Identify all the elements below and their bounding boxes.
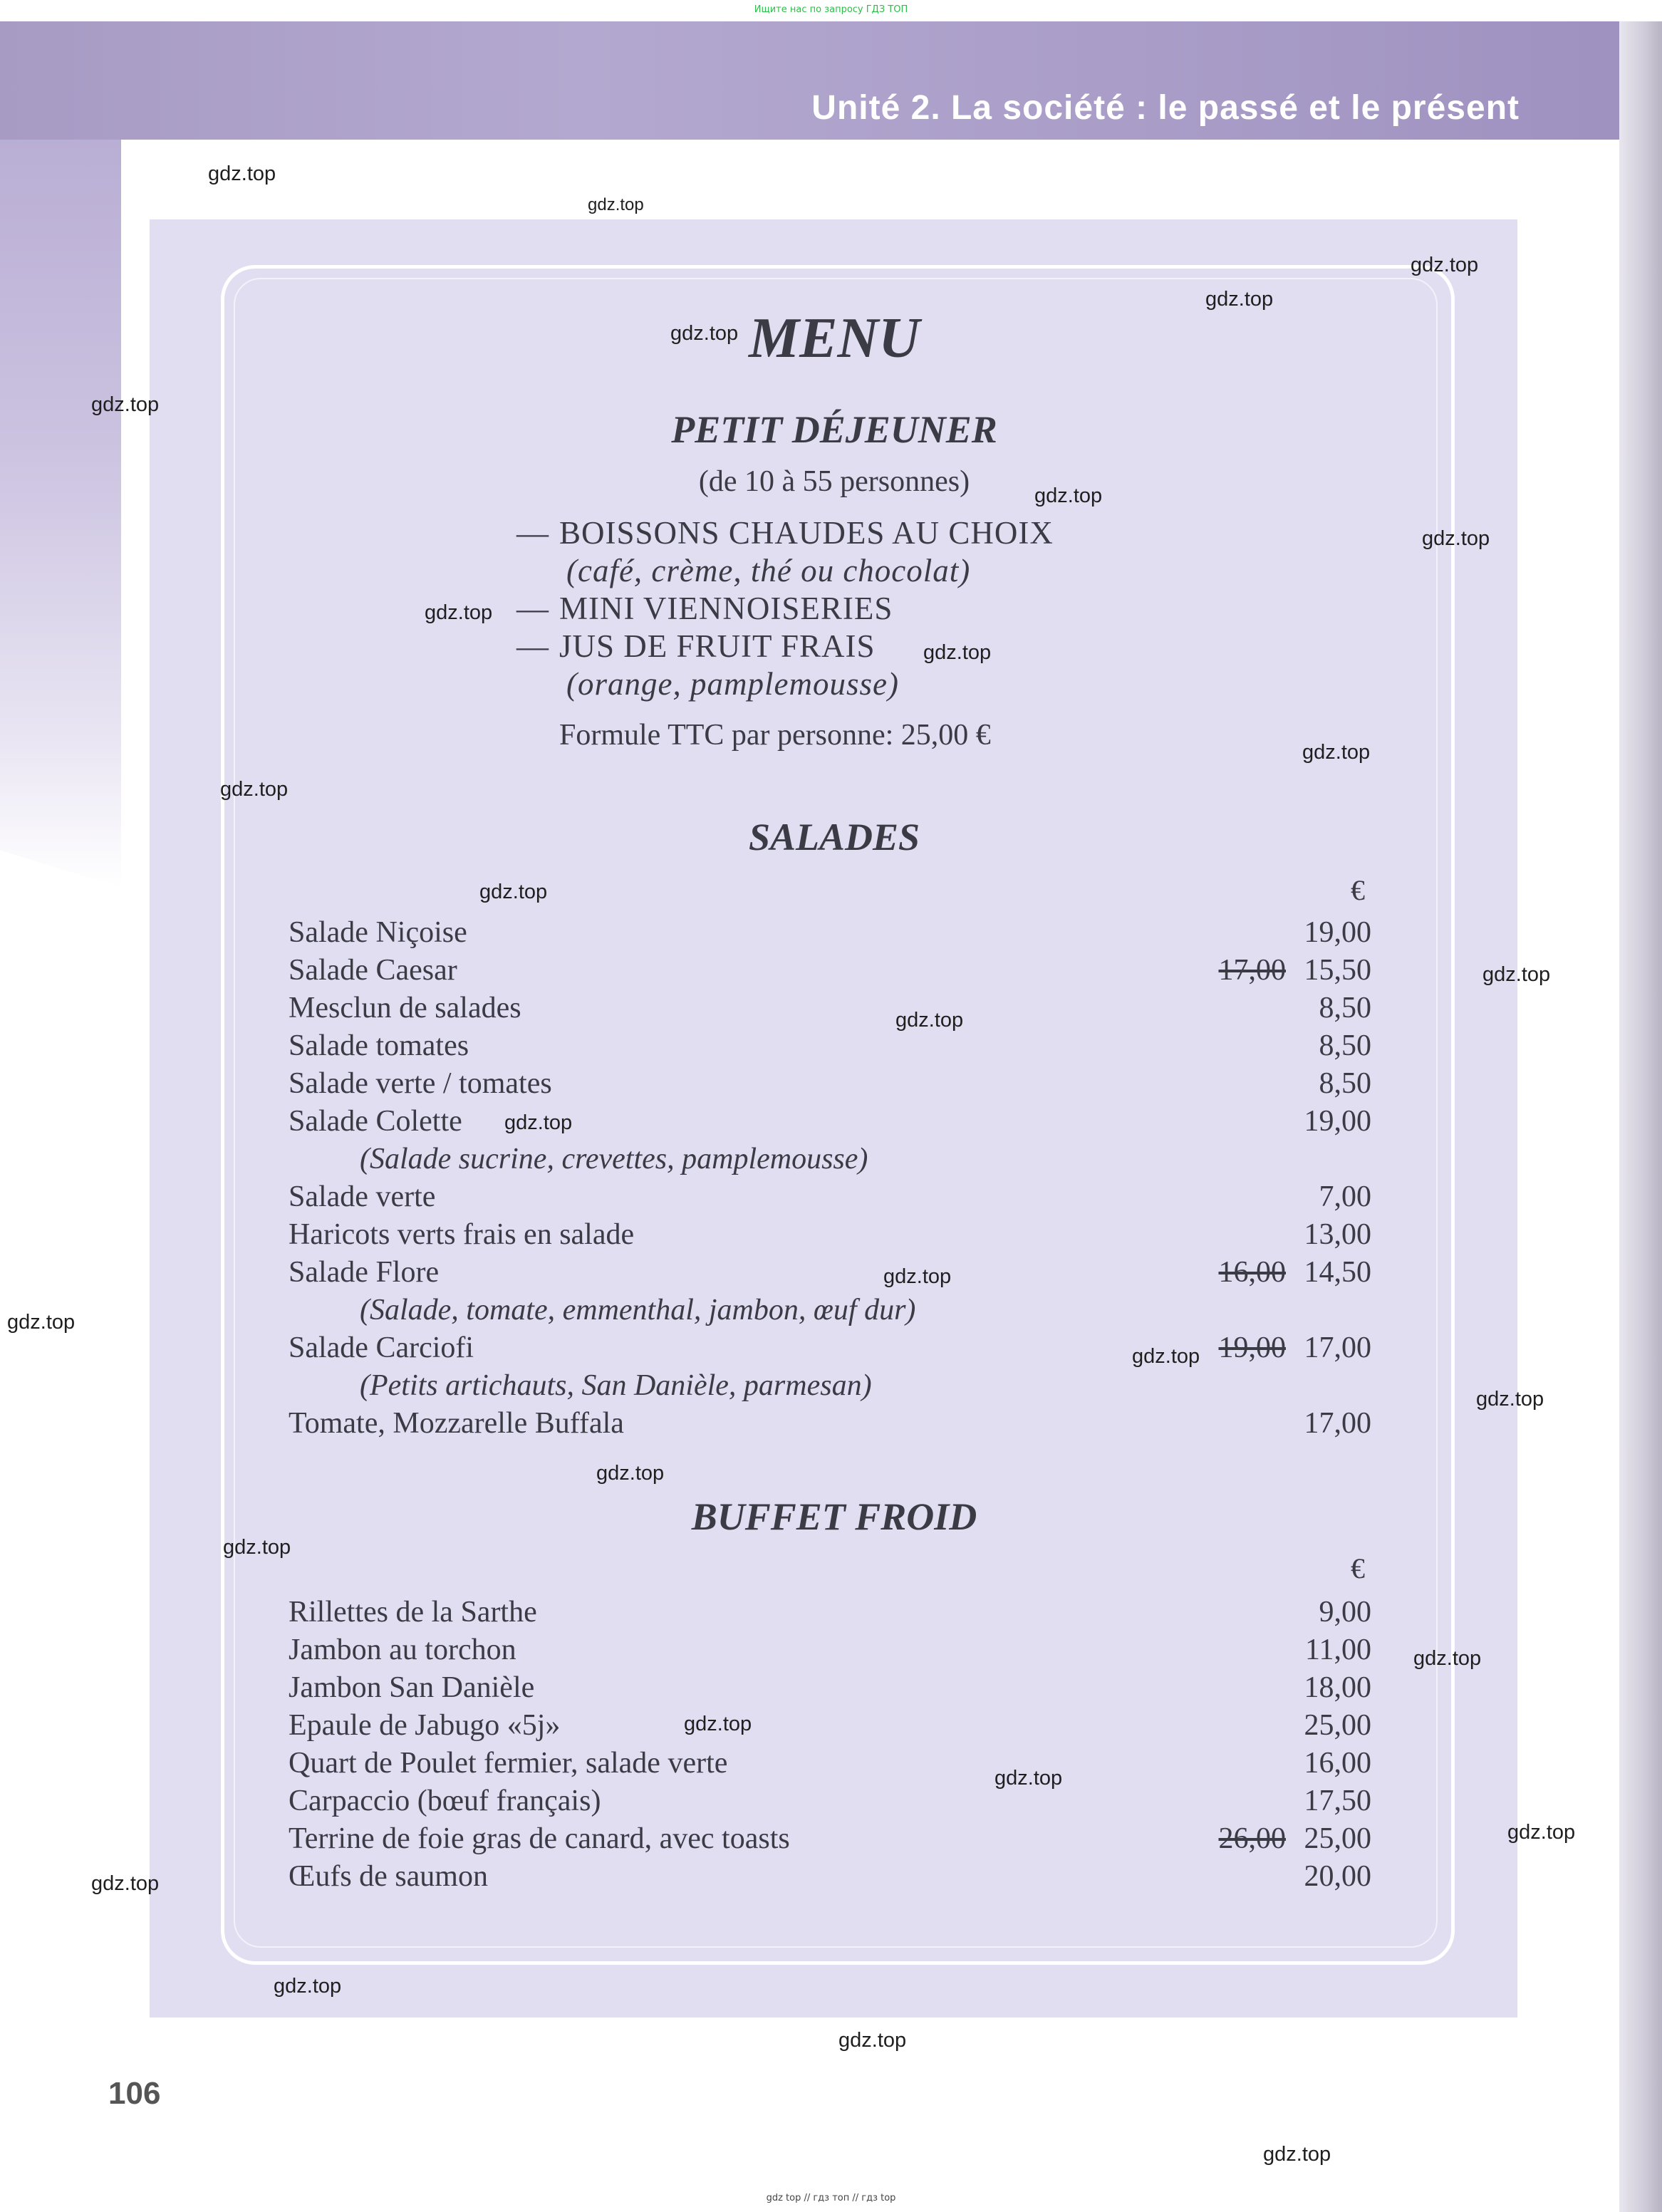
watermark: gdz.top xyxy=(596,1462,665,1485)
item-name: Tomate, Mozzarelle Buffala xyxy=(289,1407,624,1440)
item-price: 7,00 xyxy=(1319,1180,1371,1213)
watermark: gdz.top xyxy=(504,1111,573,1134)
item-name: Salade Flore xyxy=(289,1256,440,1289)
menu-item-row xyxy=(289,1707,1371,1745)
item-price: 11,00 xyxy=(1305,1634,1371,1666)
watermark: gdz.top xyxy=(1482,963,1551,986)
watermark: gdz.top xyxy=(1034,484,1103,507)
item-name: Œufs de saumon xyxy=(289,1860,488,1893)
watermark: gdz.top xyxy=(1411,254,1479,276)
buffet-froid-heading: BUFFET FROID xyxy=(691,1495,977,1538)
item-name: Quart de Poulet fermier, salade verte xyxy=(289,1747,728,1780)
menu-item-row xyxy=(289,1027,1371,1065)
watermark: gdz.top xyxy=(588,195,644,214)
menu-item-row xyxy=(289,1254,1371,1292)
item-price: 20,00 xyxy=(1304,1860,1371,1893)
item-name: Salade Colette xyxy=(289,1105,462,1138)
item-name: Salade verte / tomates xyxy=(289,1067,552,1100)
item-price: 8,50 xyxy=(1319,1067,1371,1100)
menu-item-row xyxy=(289,1103,1371,1141)
item-name: Salade verte xyxy=(289,1180,436,1213)
watermark: gdz.top xyxy=(7,1311,76,1334)
watermark: gdz.top xyxy=(1507,1821,1576,1844)
old-price: 17,00 xyxy=(1218,954,1286,987)
old-price: 26,00 xyxy=(1218,1822,1286,1855)
item-price: 18,00 xyxy=(1304,1671,1371,1704)
watermark: gdz.top xyxy=(91,1872,160,1895)
item-name: Haricots verts frais en salade xyxy=(289,1218,635,1251)
item-name: Salade tomates xyxy=(289,1029,469,1062)
watermark: gdz.top xyxy=(684,1713,752,1735)
item-price: 19,00 xyxy=(1304,916,1371,949)
item-name: Jambon San Danièle xyxy=(289,1671,535,1704)
item-name: Salade Niçoise xyxy=(289,916,467,949)
bottom-note: gdz top // гдз топ // гдз top xyxy=(766,2193,896,2203)
item-price: 17,50 xyxy=(1304,1785,1371,1817)
item-price: 14,50 xyxy=(1304,1256,1371,1289)
item-name: Carpaccio (bœuf français) xyxy=(289,1785,601,1817)
watermark: gdz.top xyxy=(1302,741,1371,764)
watermark: gdz.top xyxy=(1476,1388,1544,1411)
left-page-decoration xyxy=(0,140,121,888)
watermark: gdz.top xyxy=(883,1265,952,1288)
watermark: gdz.top xyxy=(1205,288,1274,311)
menu-item-row xyxy=(289,990,1371,1027)
watermark: gdz.top xyxy=(274,1975,342,1998)
petit-dejeuner-items xyxy=(516,514,1054,703)
item-price: 13,00 xyxy=(1304,1218,1371,1251)
item-label: MINI VIENNOISERIES xyxy=(559,591,893,626)
menu-item-description xyxy=(289,1367,1371,1405)
menu-item-row xyxy=(289,1178,1371,1216)
item-name: Mesclun de salades xyxy=(289,992,521,1024)
menu-item-description xyxy=(289,1141,1371,1178)
list-item xyxy=(516,590,1054,628)
item-price: 8,50 xyxy=(1319,992,1371,1024)
item-description: (Salade, tomate, emmenthal, jambon, œuf dur) xyxy=(360,1294,916,1326)
item-price: 25,00 xyxy=(1304,1709,1371,1742)
menu-item-row xyxy=(289,1329,1371,1367)
watermark: gdz.top xyxy=(220,778,289,801)
petit-dejeuner-heading: PETIT DÉJEUNER xyxy=(671,408,997,451)
item-label: BOISSONS CHAUDES AU CHOIX xyxy=(559,515,1054,551)
buffet-currency: € xyxy=(1351,1552,1365,1584)
item-name: Terrine de foie gras de canard, avec toasts xyxy=(289,1822,790,1855)
item-price: 8,50 xyxy=(1319,1029,1371,1062)
page-number: 106 xyxy=(108,2076,161,2111)
buffet-froid-list xyxy=(289,1594,1371,1896)
watermark: gdz.top xyxy=(1422,527,1490,550)
item-name: Salade Caesar xyxy=(289,954,457,987)
menu-item-row xyxy=(289,1631,1371,1669)
watermark: gdz.top xyxy=(1132,1345,1200,1368)
book-spine-shadow xyxy=(1619,21,1662,2212)
item-price: 9,00 xyxy=(1319,1596,1371,1629)
item-price: 25,00 xyxy=(1304,1822,1371,1855)
watermark: gdz.top xyxy=(994,1767,1063,1790)
formule-price: Formule TTC par personne: 25,00 € xyxy=(559,719,991,752)
menu-item-row xyxy=(289,1820,1371,1858)
watermark: gdz.top xyxy=(1263,2143,1331,2166)
menu-item-row xyxy=(289,1594,1371,1631)
menu-item-row xyxy=(289,1745,1371,1782)
menu-item-row xyxy=(289,914,1371,952)
item-name: Salade Carciofi xyxy=(289,1331,474,1364)
watermark: gdz.top xyxy=(1413,1647,1482,1670)
unit-title: Unité 2. La société : le passé et le présent xyxy=(811,89,1520,127)
salades-heading: SALADES xyxy=(748,816,920,858)
salades-list xyxy=(289,914,1371,1443)
menu-item-row xyxy=(289,1669,1371,1707)
item-price: 19,00 xyxy=(1304,1105,1371,1138)
item-name: Epaule de Jabugo «5j» xyxy=(289,1709,561,1742)
old-price: 16,00 xyxy=(1218,1256,1286,1289)
menu-item-row xyxy=(289,1065,1371,1103)
menu-item-description xyxy=(289,1292,1371,1329)
item-price: 17,00 xyxy=(1304,1407,1371,1440)
watermark: gdz.top xyxy=(223,1536,291,1559)
list-item xyxy=(516,514,1054,552)
watermark: gdz.top xyxy=(91,393,160,416)
item-price: 15,50 xyxy=(1304,954,1371,987)
item-description: (Petits artichauts, San Danièle, parmesan) xyxy=(360,1369,872,1402)
watermark: gdz.top xyxy=(208,162,276,185)
menu-item-row xyxy=(289,952,1371,990)
dash: — xyxy=(516,628,549,664)
item-price: 17,00 xyxy=(1304,1331,1371,1364)
menu-item-row xyxy=(289,1216,1371,1254)
top-search-note: Ищите нас по запросу ГДЗ ТОП xyxy=(754,4,908,15)
item-name: Rillettes de la Sarthe xyxy=(289,1596,537,1629)
dash: — xyxy=(516,515,549,551)
item-detail: (café, crème, thé ou chocolat) xyxy=(566,553,971,588)
watermark: gdz.top xyxy=(923,641,992,664)
watermark: gdz.top xyxy=(670,322,739,345)
watermark: gdz.top xyxy=(838,2029,907,2052)
menu-item-row xyxy=(289,1782,1371,1820)
petit-dejeuner-persons: (de 10 à 55 personnes) xyxy=(698,465,970,498)
watermark: gdz.top xyxy=(425,601,493,624)
item-name: Jambon au torchon xyxy=(289,1634,516,1666)
item-label: JUS DE FRUIT FRAIS xyxy=(559,628,876,664)
item-detail: (orange, pamplemousse) xyxy=(566,666,899,702)
menu-item-row xyxy=(289,1858,1371,1896)
menu-item-row xyxy=(289,1405,1371,1443)
menu-title: MENU xyxy=(748,307,920,370)
item-description: (Salade sucrine, crevettes, pamplemousse) xyxy=(360,1143,868,1175)
salades-currency: € xyxy=(1351,874,1365,906)
old-price: 19,00 xyxy=(1218,1331,1286,1364)
dash: — xyxy=(516,591,549,626)
watermark: gdz.top xyxy=(895,1009,964,1032)
item-price: 16,00 xyxy=(1304,1747,1371,1780)
watermark: gdz.top xyxy=(479,881,548,903)
